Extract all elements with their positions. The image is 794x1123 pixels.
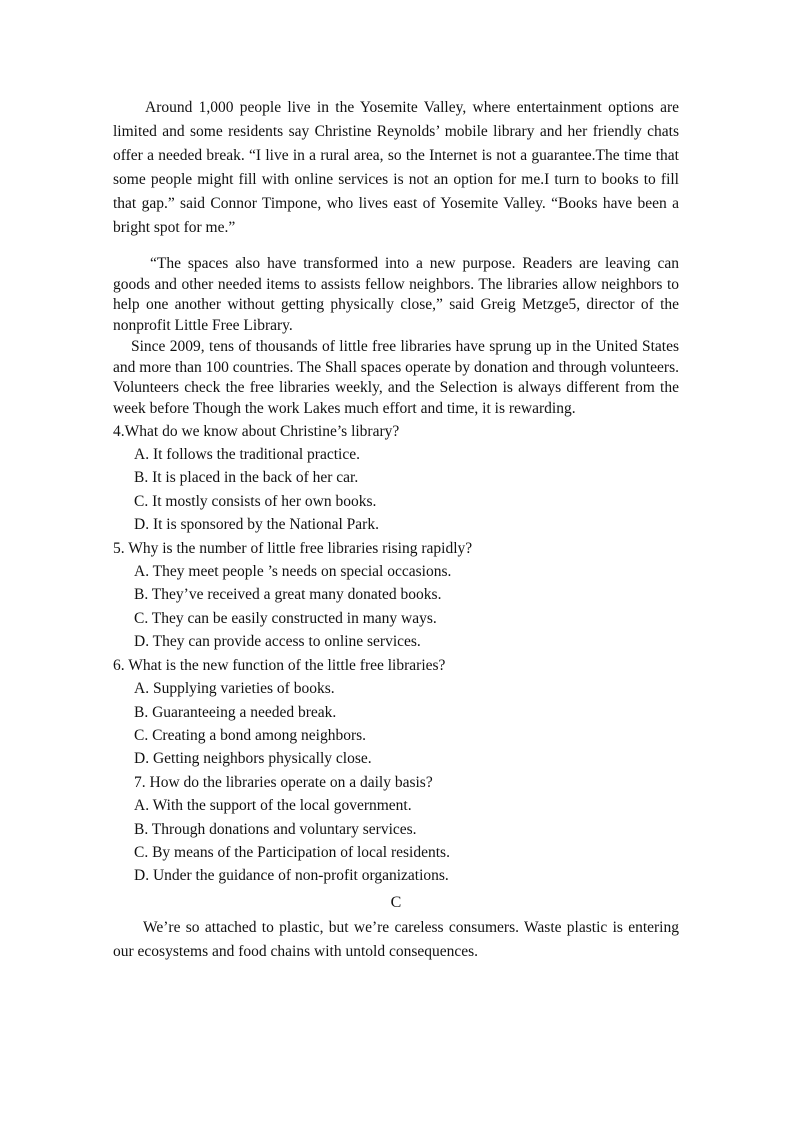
question-option: D. They can provide access to online services. — [134, 633, 421, 651]
question-option: C. They can be easily constructed in many ways. — [134, 609, 437, 627]
passage-b-paragraph-1: Around 1,000 people live in the Yosemite Valley, where entertainment options are limited and some residents say Christine Reynolds’ mobile library and her friendly chats offer a needed break. “I live in a rural area, so the Internet is not a guarantee.The time that some people might fill with online services is not an option for me.I turn to books to fill that gap.” said Connor Timpone, who lives east of Yosemite Valley. “Books have been a bright spot for me.” — [113, 99, 679, 236]
question-stem: 4.What do we know about Christine’s library? — [113, 422, 400, 440]
question-option: B. Through donations and voluntary services. — [134, 820, 417, 838]
question-6 — [113, 654, 679, 771]
question-stem: 6. What is the new function of the little free libraries? — [113, 656, 446, 674]
question-5 — [113, 537, 679, 654]
question-option: A. With the support of the local government. — [134, 797, 412, 815]
passage-b-paragraph-3: Since 2009, tens of thousands of little free libraries have sprung up in the United States and more than 100 countries. The Shall spaces operate by donation and through volunteers. Volunteers check the free libraries weekly, and the Selection is always different from the week before Though the work Lakes much effort and time, it is rewarding. — [113, 337, 679, 417]
question-option: C. It mostly consists of her own books. — [134, 492, 377, 510]
question-option: B. Guaranteeing a needed break. — [134, 703, 337, 721]
question-option: D. Getting neighbors physically close. — [134, 750, 372, 768]
question-7 — [113, 771, 679, 888]
section-c-paragraph-1: We’re so attached to plastic, but we’re careless consumers. Waste plastic is entering our ecosystems and food chains with untold consequences. — [113, 918, 679, 960]
question-option: C. Creating a bond among neighbors. — [134, 726, 367, 744]
question-option: D. It is sponsored by the National Park. — [134, 516, 379, 534]
section-heading: C — [390, 893, 402, 911]
question-option: D. Under the guidance of non-profit organizations. — [134, 867, 449, 885]
question-option: B. They’ve received a great many donated books. — [134, 586, 442, 604]
question-option: C. By means of the Participation of local residents. — [134, 843, 450, 861]
question-option: A. Supplying varieties of books. — [134, 680, 335, 698]
question-stem: 5. Why is the number of little free libraries rising rapidly? — [113, 539, 473, 557]
question-option: B. It is placed in the back of her car. — [134, 469, 359, 487]
document-page — [113, 96, 679, 964]
question-option: A. They meet people ’s needs on special occasions. — [134, 563, 452, 581]
question-4 — [113, 420, 679, 537]
passage-b-paragraph-2: “The spaces also have transformed into a new purpose. Readers are leaving can goods and other needed items to assists fellow neighbors. The libraries allow neighbors to help one another without getting physically close,” said Greig Metzge5, director of the nonprofit Little Free Library. — [113, 255, 679, 335]
question-stem: 7. How do the libraries operate on a daily basis? — [134, 773, 433, 791]
question-option: A. It follows the traditional practice. — [134, 446, 360, 464]
